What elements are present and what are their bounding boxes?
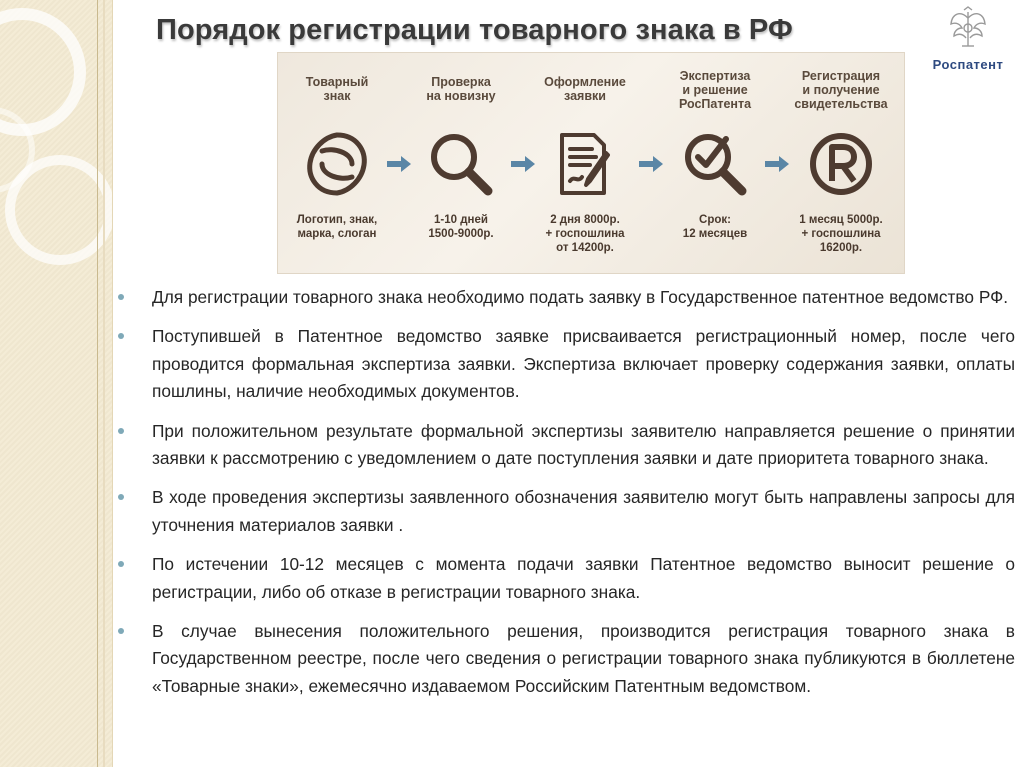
list-item-text: По истечении 10-12 месяцев с момента подачи заявки Патентное ведомство выносит решение о регистрации, либо об отказе в регистрации товарного знака.	[152, 554, 1015, 602]
magnifier-check-icon	[680, 129, 750, 199]
document-pen-icon	[550, 129, 620, 199]
bullet-icon	[118, 428, 124, 434]
eagle-emblem-icon	[948, 6, 988, 50]
step-description: 1-10 дней 1500-9000р.	[428, 214, 494, 240]
registration-infographic	[277, 52, 905, 274]
list-item	[118, 323, 1015, 405]
step-description: 1 месяц 5000р. + госпошлина 16200р.	[799, 214, 883, 254]
step-description: 2 дня 8000р. + госпошлина от 14200р.	[545, 214, 625, 254]
trademark-swirl-icon	[302, 129, 372, 199]
step-description: Логотип, знак, марка, слоган	[296, 214, 378, 240]
band-divider-light	[103, 0, 105, 767]
magnifier-icon	[426, 129, 496, 199]
bullet-icon	[118, 561, 124, 567]
rospatent-logo	[928, 6, 1008, 72]
step-title: Оформление заявки	[544, 75, 626, 103]
arrow-right-icon	[510, 156, 536, 172]
arrow-right-icon	[386, 156, 412, 172]
step-title: Проверка на новизну	[426, 75, 496, 103]
page-title: Порядок регистрации товарного знака в РФ	[156, 14, 793, 46]
list-item	[118, 484, 1015, 539]
list-item	[118, 284, 1015, 311]
bullet-list	[118, 284, 1015, 712]
bullet-icon	[118, 333, 124, 339]
list-item-text: Поступившей в Патентное ведомство заявке присваивается регистрационный номер, после чего проводится формальная экспертиза заявки. Экспертиза включает проверку содержания заявки, оплаты пошлины, наличие необходимых документов.	[152, 326, 1015, 402]
arrow-right-icon	[638, 156, 664, 172]
decorative-circles	[0, 0, 112, 767]
list-item	[118, 418, 1015, 473]
list-item-text: В ходе проведения экспертизы заявленного обозначения заявителю могут быть направлены запросы для уточнения материалов заявки .	[152, 487, 1015, 535]
list-item-text: В случае вынесения положительного решения, производится регистрация товарного знака в Государственном реестре, после чего сведения о регистрации товарного знака публикуются в бюллетене «Товарные знаки», ежемесячно издаваемом Российским Патентным ведомством.	[152, 621, 1015, 696]
logo-text: Роспатент	[932, 57, 1004, 72]
bullet-icon	[118, 628, 124, 634]
arrow-right-icon	[764, 156, 790, 172]
band-divider	[97, 0, 98, 767]
step-title: Товарный знак	[305, 75, 369, 103]
list-item-text: При положительном результате формальной экспертизы заявителю направляется решение о принятии заявки к рассмотрению с уведомлением о дате поступления заявки и дате приоритета товарного знака.	[152, 420, 1015, 469]
step-title: Регистрация и получение свидетельства	[794, 69, 888, 111]
bullet-icon	[118, 294, 124, 300]
list-item-text: Для регистрации товарного знака необходимо подать заявку в Государственное патентное ведомство РФ.	[152, 287, 1009, 307]
registered-icon	[806, 129, 876, 199]
step-title: Экспертиза и решение РосПатента	[678, 69, 752, 111]
bullet-icon	[118, 494, 124, 500]
step-description: Срок: 12 месяцев	[682, 214, 748, 240]
list-item	[118, 551, 1015, 606]
list-item	[118, 618, 1015, 700]
